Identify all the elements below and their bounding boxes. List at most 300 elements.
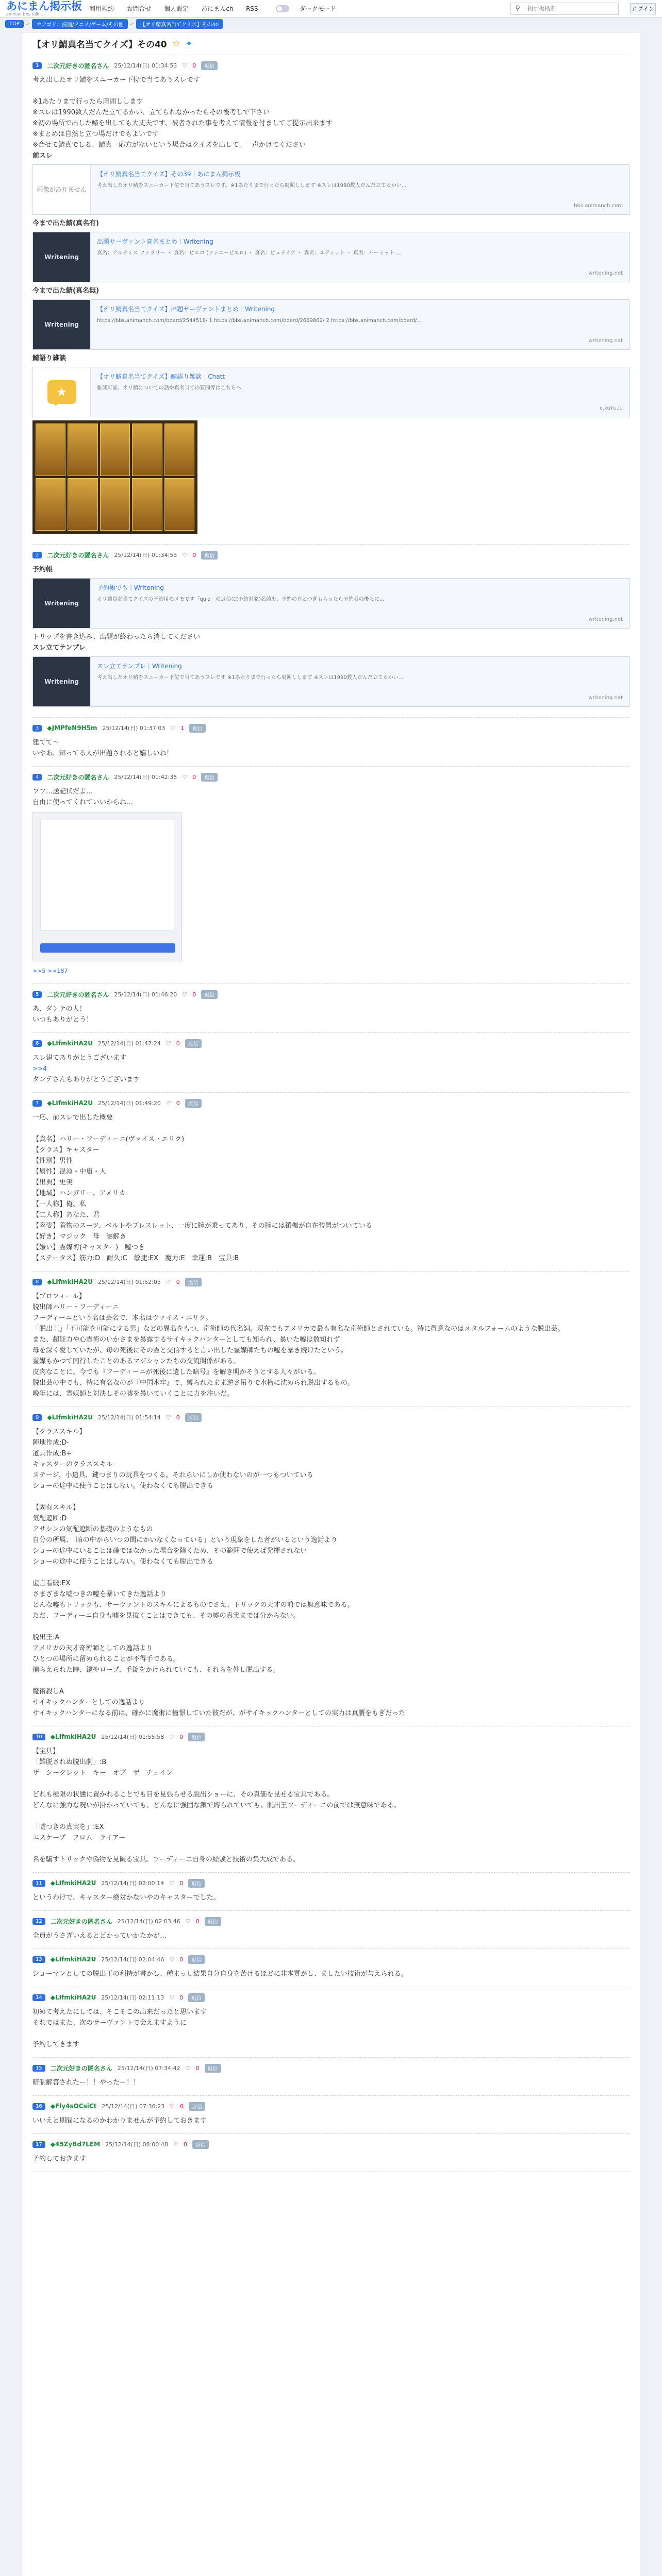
card-art: [36, 478, 65, 531]
post-author: ◆LIfmkiHA2U: [50, 1956, 96, 1963]
post-number[interactable]: 1: [32, 62, 42, 69]
post-line: 母を深く愛していたが、母の死後にその霊と交信すると言い出した霊媒師たちの嘘を暴き続けたという。: [32, 1347, 348, 1354]
post-line: 【属性】混沌・中庸・人: [32, 1168, 107, 1176]
section-label: 今まで出た鯖(真名有): [32, 219, 99, 227]
post-line: 皮肉なことに、今でも『フーディーニが死後に遺した暗号』を解き明かそうとする人々がいる。: [32, 1368, 320, 1376]
post-date: 25/12/14(日) 01:34:53: [114, 62, 177, 69]
post-line: サイキックハンターとしての逸話より: [32, 1699, 145, 1706]
post-line: [32, 1621, 630, 1632]
post-5: [32, 984, 630, 1033]
reply-button[interactable]: 返信: [185, 1278, 202, 1286]
reply-button[interactable]: 返信: [188, 1955, 205, 1964]
post-line: 【真名】ハリー・フーディーニ(ヴァイス・エリク): [32, 1136, 185, 1143]
post-line: ショーの途中に使うことはしない。使わなくても脱出できる: [32, 1482, 213, 1490]
heart-icon[interactable]: ♡: [185, 1918, 191, 1925]
like-count: 0: [176, 1040, 180, 1047]
heart-icon[interactable]: ♡: [185, 2064, 191, 2072]
like-count: 0: [195, 2064, 200, 2072]
nav-settings[interactable]: 個人設定: [163, 5, 189, 12]
heart-icon[interactable]: ♡: [182, 991, 188, 998]
heart-icon[interactable]: ♡: [166, 1099, 171, 1107]
dark-mode-toggle[interactable]: [276, 5, 289, 12]
post-author: ◆45ZyBd7LEM: [50, 2141, 101, 2148]
heart-icon[interactable]: ♡: [169, 1879, 175, 1887]
post-12: [32, 1911, 630, 1949]
favorite-star-icon[interactable]: ☆: [172, 38, 180, 49]
post-author: ◆LIfmkiHA2U: [47, 1099, 93, 1107]
post-line: 道具作成:B+: [32, 1450, 72, 1458]
post-line: [32, 2028, 630, 2039]
heart-icon[interactable]: ♡: [166, 1278, 171, 1285]
logo-text[interactable]: あにまん掲示板: [6, 0, 82, 12]
post-header: [32, 1277, 630, 1287]
breadcrumb-separator: >: [26, 21, 30, 27]
post-header: [32, 2101, 630, 2111]
post-line: フフ…送記状だよ…: [32, 788, 93, 795]
post-author: ◆LIfmkiHA2U: [47, 1278, 93, 1285]
post-line: 陣地作成:D-: [32, 1439, 70, 1447]
site-header: [0, 0, 662, 18]
card-description: オリ鯖真名当てクイズの予約用のメモです「quiz」の返信に(予約対象)名前を、予約の方とつぎもらったら予約者の後ろに...: [97, 597, 385, 602]
attached-screenshot[interactable]: [32, 812, 182, 961]
card-art: [68, 423, 97, 476]
section-label: 鯖語り雑談: [32, 354, 67, 362]
post-line: 一応、前スレで出した概要: [32, 1114, 113, 1122]
card-info: [91, 657, 629, 706]
like-count: 0: [192, 773, 196, 781]
heart-icon[interactable]: ♡: [169, 1994, 175, 2001]
card-description: https://bbs.animanch.com/board/2544518/ 1 https://bbs.animanch.com/board/2669862/ 2 https://bbs.animanch.com/board/...: [97, 318, 422, 324]
post-line: それではまた、次のサーヴァントで会えますように: [32, 2019, 187, 2027]
post-date: 25/12/14(日) 02:11:13: [101, 1994, 164, 2001]
card-description: 考え出したオリ鯖をスニーカー下位で当てあうスレです ※1あたりまで行ったら周囲しします ※スレは1990数人だんだ立てるかい...: [97, 675, 404, 681]
post-header: [32, 1732, 630, 1742]
post-line: [32, 1843, 630, 1854]
post-author: 二次元好きの匿名さん: [47, 773, 109, 781]
post-number[interactable]: 10: [32, 1734, 45, 1740]
card-art: [100, 423, 130, 476]
post-line: [32, 1567, 630, 1578]
post-11: [32, 1873, 630, 1911]
heart-icon[interactable]: ♡: [170, 724, 176, 732]
post-line: 脱出芸の中でも、特に有名なのが『中国水牢』で、縛られたまま逆さ吊りで水槽に沈められ脱出するもの。: [32, 1379, 354, 1387]
post-line: 初めて考えたにしては、そこそこの出来だったと思います: [32, 2008, 207, 2016]
twitter-share-icon[interactable]: ✦: [185, 39, 193, 48]
post-line: ※スレは1990数人だんだ立てるかい、立てられなかったらその後考しで下さい: [32, 109, 270, 116]
reply-button[interactable]: 返信: [188, 1733, 205, 1741]
post-date: 25/12/14(日) 01:37:03: [102, 725, 166, 732]
post-line: [32, 1675, 630, 1686]
post-author: 二次元好きの匿名さん: [47, 62, 109, 70]
like-count: 0: [192, 62, 196, 69]
post-date: 25/12/14(日) 01:55:58: [101, 1734, 164, 1740]
card-domain: writening.net: [588, 695, 623, 701]
post-line: 【好き】マジック 母 謎解き: [32, 1233, 127, 1241]
post-line: 考え出したオリ鯖をスニーカー下位で当てあうスレです: [32, 76, 200, 84]
post-15: [32, 2058, 630, 2096]
post-header: [32, 550, 630, 560]
post-header: [32, 989, 630, 999]
post-header: [32, 2063, 630, 2073]
card-art: [36, 423, 65, 476]
post-line: 【容姿】着物のスーツ、ベルトやブレスレット、一度に腕が乗ってあり、その腕には鎖枷が自在装置がついている: [32, 1222, 372, 1230]
card-thumbnail: Writening: [33, 579, 91, 628]
heart-icon[interactable]: ♡: [166, 1414, 171, 1421]
post-author: 二次元好きの匿名さん: [50, 2064, 112, 2072]
search-icon[interactable]: ⚲: [515, 5, 520, 12]
post-3: [32, 718, 630, 767]
post-author: ◆LIfmkiHA2U: [50, 1994, 96, 2001]
post-date: 25/12/14(日) 01:49:20: [97, 1100, 161, 1107]
post-line: どんなに強力な呪いが掛かっていても、どんなに強固な鎖で縛られていても、脱出王フーディーニの前では無意味である。: [32, 1802, 401, 1809]
card-thumbnail: [33, 367, 91, 417]
post-number[interactable]: 13: [32, 1956, 45, 1963]
search-box: [510, 3, 619, 15]
post-number[interactable]: 3: [32, 725, 42, 732]
heart-icon[interactable]: ♡: [182, 551, 188, 558]
heart-icon[interactable]: ♡: [182, 62, 188, 69]
post-13: [32, 1949, 630, 1987]
post-body: [32, 1746, 630, 1865]
post-line: トリップを書き込み、出題が終わったら消してください: [32, 633, 201, 641]
post-line: アサシンの気配遮断の基礎のようなもの: [32, 1526, 153, 1533]
login-button[interactable]: ログイン: [630, 3, 656, 14]
nav-rss[interactable]: RSS: [246, 5, 258, 12]
breadcrumb-top[interactable]: TOP: [5, 20, 24, 28]
post-body: [32, 1291, 630, 1399]
post-line: 【プロフィール】: [32, 1293, 86, 1300]
post-header: [32, 2139, 630, 2149]
reply-button[interactable]: 返信: [201, 773, 218, 782]
reply-button[interactable]: 返信: [205, 2064, 221, 2073]
post-header: [32, 60, 630, 71]
post-body: [32, 1930, 630, 1941]
card-domain: bbs.animanch.com: [574, 203, 623, 209]
post-body: [32, 564, 630, 707]
post-line: 自分の所属、「暗の中からいつの間にかいなくなっている」という現象をした者がいるという逸話より: [32, 1536, 338, 1544]
post-body: [32, 1427, 630, 1719]
post-author: ◆LIfmkiHA2U: [50, 1733, 96, 1740]
post-line: 名を騙すトリックや偽物を見破る宝具。フーディーニ自身の経験と技術の集大成である。: [32, 1856, 300, 1863]
post-7: [32, 1093, 630, 1272]
link-card[interactable]: [32, 232, 630, 282]
post-line: 気配遮断:D: [32, 1515, 67, 1522]
like-count: 0: [195, 1918, 200, 1925]
post-2: [32, 545, 630, 718]
post-body: [32, 1053, 630, 1085]
post-line: いいえと期間になるのかわかりませんが予約しておきます: [32, 2117, 207, 2125]
card-art: [68, 478, 97, 531]
post-line: ショーの途中にいることは確ではなかった場合を除くため、その範囲で使えば発揮されない: [32, 1547, 307, 1555]
nav-contact[interactable]: お問合せ: [126, 5, 152, 12]
post-header: [32, 723, 630, 733]
link-card[interactable]: [32, 656, 630, 707]
post-4: [32, 767, 630, 984]
reply-button[interactable]: 返信: [205, 1917, 221, 1926]
thread-title-row: [32, 32, 630, 55]
search-input[interactable]: [524, 3, 618, 14]
post-line: 脱出王:A: [32, 1634, 60, 1641]
section-label: 予約帳: [32, 566, 53, 573]
post-author: ◆LIfmkiHA2U: [47, 1040, 93, 1047]
post-date: 25/12/14(日) 01:47:24: [97, 1040, 161, 1047]
post-line: 【出典】史実: [32, 1179, 73, 1187]
post-line: ダンテさんもありがとうございます: [32, 1076, 140, 1083]
reply-button[interactable]: 返信: [185, 1099, 202, 1108]
card-info: [91, 165, 629, 214]
card-thumbnail: Writening: [33, 300, 91, 349]
post-number[interactable]: 15: [32, 2065, 45, 2072]
post-body: [32, 786, 630, 976]
post-9: [32, 1407, 630, 1726]
post-body: [32, 2115, 630, 2126]
post-number[interactable]: 7: [32, 1100, 42, 1107]
card-title[interactable]: 【オリ鯖真名当てクイズ】鯖語り雑談｜Chatt: [97, 373, 225, 380]
post-1: [32, 55, 630, 545]
card-domain: c.kuku.lu: [600, 405, 623, 411]
heart-icon[interactable]: ♡: [170, 2103, 175, 2110]
post-date: 25/12/14(日) 07:36:23: [102, 2103, 165, 2110]
post-line: ザ シークレット キー オブ ザ チェイン: [32, 1769, 173, 1777]
post-6: [32, 1033, 630, 1093]
link-card[interactable]: [32, 299, 630, 350]
post-number[interactable]: 6: [32, 1040, 42, 1047]
post-line: 「嘘つきの真実を」:EX: [32, 1823, 104, 1831]
card-domain: writening.net: [588, 338, 623, 344]
post-number[interactable]: 9: [32, 1414, 42, 1421]
card-thumbnail: Writening: [33, 657, 91, 706]
post-number[interactable]: 17: [32, 2141, 45, 2148]
post-date: 25/12/14(日) 01:46:20: [114, 991, 177, 998]
reply-button[interactable]: 返信: [189, 724, 206, 733]
post-line: また、超能力や心霊術のいかさまを暴露するサイキックハンターとしても知られ、暴いた嘘は数知れず: [32, 1336, 340, 1344]
nav-animanch[interactable]: あにまんch: [201, 5, 234, 12]
section-label: 今まで出た鯖(真名無): [32, 287, 99, 295]
post-body: [32, 1004, 630, 1025]
nav-terms[interactable]: 利用規約: [89, 5, 114, 12]
post-number[interactable]: 5: [32, 991, 42, 998]
post-line: 【一人称】俺、私: [32, 1200, 87, 1208]
heart-icon[interactable]: ♡: [173, 2141, 178, 2148]
post-line: ※初の場所で出した鯖を出しても大丈夫です、被者された事を考えて情報を付ましてご提示出来ます: [32, 120, 333, 127]
post-line: ひとつの場所に留められることが不得手である。: [32, 1655, 180, 1663]
post-line: 【性別】男性: [32, 1157, 73, 1165]
chat-bubble-icon: ★: [47, 380, 76, 404]
post-header: [32, 1992, 630, 2003]
reply-button[interactable]: 返信: [201, 61, 218, 70]
post-line: 【固有スキル】: [32, 1504, 79, 1512]
post-body: [32, 2077, 630, 2088]
breadcrumb-separator: >: [129, 21, 135, 27]
post-body: [32, 1112, 630, 1264]
heart-icon[interactable]: ♡: [166, 1040, 171, 1047]
like-count: 0: [192, 551, 196, 558]
card-title[interactable]: 【オリ鯖真名当てクイズ】出題サーヴァントまとめ｜Writening: [97, 306, 275, 313]
post-line: キャスターのクラススキル: [32, 1461, 113, 1468]
post-number[interactable]: 4: [32, 774, 42, 781]
post-number[interactable]: 12: [32, 1918, 45, 1925]
reply-button[interactable]: 返信: [188, 1879, 205, 1888]
post-line: 晩年には、霊媒師と対決しその嘘を暴いていくことに力を注いだ。: [32, 1390, 234, 1398]
like-count: 0: [176, 1099, 180, 1107]
post-author: ◆LIfmkiHA2U: [50, 1879, 96, 1887]
post-line: ただ、フーディーニ自身も嘘を見抜くことはできても、その嘘の真実までは分からない。: [32, 1612, 300, 1620]
card-title[interactable]: 予約帳でも｜Writening: [97, 584, 164, 591]
breadcrumb: [0, 18, 662, 30]
post-date: 25/12/14(日) 01:42:35: [114, 774, 177, 781]
post-line: さまざまな嘘つきの嘘を暴いてきた逸話より: [32, 1590, 167, 1598]
post-date: 25/12/14(日) 02:00:14: [101, 1880, 164, 1887]
post-line: ショーマンとしての脱出王の利持が書かし、種まっし結果自分自身を苦けるほどに非本質がし、ましたい技術が与えられる。: [32, 1970, 408, 1978]
like-count: 0: [179, 1733, 184, 1740]
post-header: [32, 1878, 630, 1888]
post-number[interactable]: 11: [32, 1880, 45, 1887]
card-info: [91, 300, 629, 349]
post-body: [32, 737, 630, 759]
thread-container: [22, 32, 640, 2576]
post-line: 脱出師ハリー・フーディーニ: [32, 1303, 119, 1311]
card-art: [164, 478, 194, 531]
post-header: [32, 1916, 630, 1926]
link-card[interactable]: [32, 367, 630, 417]
post-author: 二次元好きの匿名さん: [47, 991, 109, 998]
post-line: スレ建てありがとうございます: [32, 1054, 127, 1062]
reply-button[interactable]: 返信: [189, 2102, 205, 2111]
card-thumbnail: 画像がありません: [33, 165, 91, 214]
post-body: [32, 2007, 630, 2050]
card-thumbnail: Writening: [33, 232, 91, 282]
reply-button[interactable]: 返信: [201, 551, 218, 560]
post-header: [32, 772, 630, 782]
reply-button[interactable]: 返信: [185, 1039, 202, 1048]
breadcrumb-thread[interactable]: 【オリ鯖真名当てクイズ】その40: [136, 19, 223, 29]
post-header: [32, 1412, 630, 1422]
card-title[interactable]: スレ立てテンプレ｜Writening: [97, 663, 182, 670]
like-count: 0: [179, 1994, 184, 2001]
card-title[interactable]: 【オリ鯖真名当てクイズ】その39｜あにまん掲示板: [97, 171, 241, 178]
post-line: 自由に使ってくれていいからね…: [32, 799, 134, 806]
screenshot-button-graphic: [40, 943, 175, 953]
post-line: 【二人称】あなた、君: [32, 1211, 100, 1219]
attached-image-cards[interactable]: [32, 420, 197, 534]
like-count: 0: [180, 2103, 184, 2110]
like-count: 0: [176, 1414, 180, 1421]
post-16: [32, 2096, 630, 2134]
post-body: [32, 2154, 630, 2164]
post-line: あ、ダンテの人！: [32, 1005, 86, 1013]
post-line: 予約してきます: [32, 2041, 80, 2048]
link-card[interactable]: [32, 164, 630, 215]
reply-button[interactable]: 返信: [185, 1413, 202, 1422]
post-number[interactable]: 2: [32, 552, 42, 558]
post-date: 25/12/14(日) 02:04:46: [101, 1956, 164, 1963]
post-line: 【ステータス】筋力:D 耐久:C 敏捷:EX 魔力:E 幸運:B 宝具:B: [32, 1255, 239, 1262]
post-line: 【地域】ハンガリー、アメリカ: [32, 1190, 126, 1197]
like-count: 0: [192, 991, 196, 998]
card-info: [91, 232, 629, 282]
card-title[interactable]: 出題サーヴァント真名まとめ｜Writening: [97, 238, 213, 245]
section-label: スレ立てテンプレ: [32, 644, 86, 652]
post-date: 25/12/14(日) 01:34:53: [114, 552, 177, 558]
post-number[interactable]: 8: [32, 1279, 42, 1285]
like-count: 0: [183, 2141, 187, 2148]
post-line: 【クラス】キャスター: [32, 1146, 100, 1154]
post-header: [32, 1098, 630, 1108]
heart-icon[interactable]: ♡: [182, 773, 188, 781]
post-number[interactable]: 16: [32, 2103, 45, 2110]
breadcrumb-category[interactable]: カテゴリ：漫画/アニメ/ゲーム/その他: [32, 19, 127, 29]
post-8: [32, 1272, 630, 1407]
post-line: アメリカの天才奇術師としての逸話より: [32, 1645, 153, 1652]
post-line: [32, 1492, 630, 1502]
post-date: 25/12/14(日) 01:52:05: [97, 1279, 161, 1285]
logo-subtext: animan bbs talk ...: [6, 11, 45, 16]
post-line: [32, 1778, 630, 1789]
post-line: 虚言看破:EX: [32, 1580, 71, 1587]
post-14: [32, 1987, 630, 2058]
post-line: 【宝具】: [32, 1748, 60, 1755]
site-logo[interactable]: [6, 1, 82, 16]
post-author: ◆JMPfeN9H5m: [47, 724, 97, 732]
post-date: 25/12/14(日) 02:03:46: [117, 1918, 180, 1925]
card-info: [91, 367, 629, 417]
post-number[interactable]: 14: [32, 1994, 45, 2001]
post-line: 【嫌い】霊媒術(キャスター) 嘘つき: [32, 1244, 145, 1251]
page-title: 【オリ鯖真名当てクイズ】その40: [32, 40, 167, 50]
card-info: [91, 579, 629, 628]
post-line: [32, 86, 630, 96]
screenshot-content: [40, 820, 174, 930]
header-nav: [89, 4, 269, 13]
like-count: 1: [180, 724, 185, 732]
post-line: ステージ、小道具、鍵つまりの玩具をつくる。それらいにしか使わないのが一つもついている: [32, 1471, 313, 1479]
card-description: 真名：アルテミス ファラリー ・ 真名：ピエロ (ファニーピエロ) ・ 真名：ピュテイア ・ 真名：ユディット ・ 真名：ハーミット ...: [97, 250, 401, 256]
post-line: エスケープ フロム ライアー: [32, 1834, 126, 1842]
post-line: ※合せて鯖真でしる、鯖真一応方がないという場合はクイズを出して、一声かけてください: [32, 141, 306, 149]
card-art: [132, 423, 162, 476]
post-line: 捕らえられた時、鍵やロープ、手錠をかけられていても、それらを外し脱出する。: [32, 1666, 280, 1674]
dark-mode-label: ダークモード: [299, 5, 337, 12]
card-art: [100, 478, 130, 531]
reply-links[interactable]: >>5 >>187: [32, 968, 68, 974]
post-17: [32, 2134, 630, 2172]
quote-link[interactable]: >>4: [32, 1065, 47, 1072]
heart-icon[interactable]: ♡: [169, 1733, 175, 1740]
post-body: [32, 75, 630, 534]
post-line: いつもありがとう！: [32, 1016, 93, 1024]
reply-button[interactable]: 返信: [201, 990, 218, 999]
post-line: 【クラススキル】: [32, 1428, 86, 1436]
post-line: というわけで、キャスター絶対かないやのキャスターでした。: [32, 1894, 220, 1902]
post-10: [32, 1726, 630, 1873]
post-line: [32, 1123, 630, 1134]
post-line: 魔術殺しA: [32, 1688, 64, 1696]
post-author: ◆LIfmkiHA2U: [47, 1414, 93, 1421]
reply-button[interactable]: 返信: [192, 2140, 209, 2149]
post-line: 暗制解答されたー！！やったー！！: [32, 2079, 140, 2087]
post-header: [32, 1038, 630, 1048]
heart-icon[interactable]: ♡: [169, 1956, 175, 1963]
post-line: ※1あたりまで行ったら周囲しします: [32, 98, 143, 106]
post-author: 二次元好きの匿名さん: [47, 551, 109, 559]
card-domain: writening.net: [588, 617, 623, 622]
reply-button[interactable]: 返信: [188, 1993, 205, 2002]
post-line: [32, 1811, 630, 1822]
card-art: [132, 478, 162, 531]
link-card[interactable]: [32, 578, 630, 629]
post-date: 25/12/14(日) 08:00:48: [105, 2141, 168, 2148]
post-header: [32, 1954, 630, 1964]
